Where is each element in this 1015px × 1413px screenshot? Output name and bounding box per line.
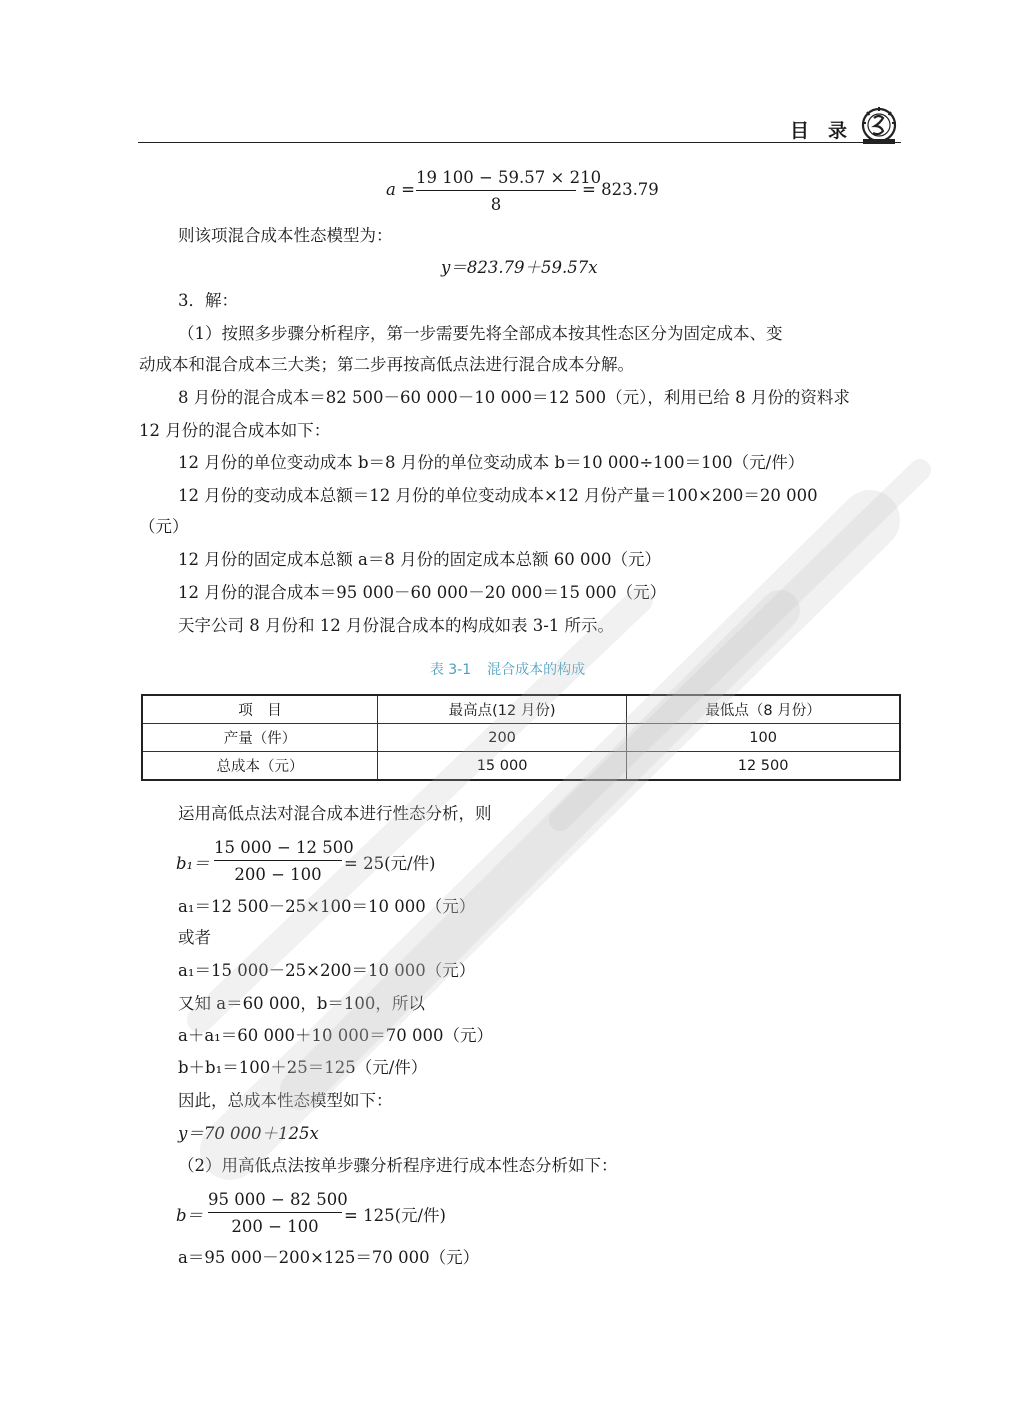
formula-b1-numerator: 15 000 − 12 500	[214, 838, 354, 857]
formula-b1	[176, 838, 476, 888]
header-char-1: 目	[790, 120, 811, 142]
section-heading: 3．解：	[178, 291, 238, 310]
paragraph-line: 天宇公司 8 月份和 12 月份混合成本的构成如表 3-1 所示。	[178, 616, 615, 635]
paragraph-line: a＝95 000－200×125＝70 000（元）	[178, 1248, 480, 1267]
fraction-bar	[416, 190, 576, 191]
table-cell: 12 500	[627, 752, 900, 781]
paragraph-line: a₁＝15 000－25×200＝10 000（元）	[178, 961, 476, 980]
table-cell: 100	[627, 724, 900, 752]
paragraph-line: 12 月份的混合成本如下：	[139, 421, 331, 440]
paragraph-line: 则该项混合成本性态模型为：	[178, 226, 393, 245]
formula-b-rhs: = 125(元/件)	[344, 1206, 446, 1225]
paragraph-line: 12 月份的混合成本＝95 000－60 000－20 000＝15 000（元）	[178, 583, 667, 602]
table-cell: 15 000	[377, 752, 626, 781]
paragraph-line: a＋a₁＝60 000＋10 000＝70 000（元）	[178, 1026, 493, 1045]
model-equation: y＝70 000＋125x	[178, 1124, 319, 1143]
table-header-cell: 项 目	[142, 695, 377, 724]
paragraph-line: （2）用高低点法按单步骤分析程序进行成本性态分析如下：	[178, 1156, 618, 1175]
formula-b-numerator: 95 000 − 82 500	[208, 1190, 348, 1209]
fraction-bar	[208, 1212, 342, 1213]
table-row	[142, 752, 900, 781]
formula-a-denominator: 8	[490, 195, 502, 214]
paragraph-line: （元）	[139, 517, 189, 536]
paragraph-line: （1）按照多步骤分析程序，第一步需要先将全部成本按其性态区分为固定成本、变	[178, 324, 783, 343]
paragraph-line: 又知 a＝60 000，b＝100，所以	[178, 994, 425, 1013]
paragraph-line: 12 月份的固定成本总额 a＝8 月份的固定成本总额 60 000（元）	[178, 550, 662, 569]
table-header-row	[142, 695, 900, 724]
paragraph-line: 12 月份的单位变动成本 b＝8 月份的单位变动成本 b＝10 000÷100＝100（元/件）	[178, 453, 805, 472]
table-cell: 200	[377, 724, 626, 752]
formula-b	[176, 1190, 476, 1240]
table-cell: 产量（件）	[142, 724, 377, 752]
header-rule	[138, 142, 901, 143]
paragraph-line: 12 月份的变动成本总额＝12 月份的单位变动成本×12 月份产量＝100×200＝20 000	[178, 486, 818, 505]
formula-a	[386, 168, 676, 218]
table-header-cell: 最高点(12 月份)	[377, 695, 626, 724]
paragraph-line: b＋b₁＝100＋25＝125（元/件）	[178, 1058, 428, 1077]
formula-a-lhs: a =	[386, 180, 415, 199]
table-row	[142, 724, 900, 752]
page-header-title	[790, 116, 848, 143]
data-table	[141, 694, 901, 781]
paragraph-line: 因此，总成本性态模型如下：	[178, 1091, 393, 1110]
paragraph-line: 动成本和混合成本三大类；第二步再按高低点法进行混合成本分解。	[139, 355, 634, 374]
model-equation: y＝823.79＋59.57x	[441, 258, 598, 277]
formula-b1-denominator: 200 − 100	[234, 865, 322, 884]
table-caption-title: 混合成本的构成	[487, 662, 586, 678]
paragraph-line: a₁＝12 500－25×100＝10 000（元）	[178, 897, 476, 916]
paragraph-line: 或者	[178, 928, 211, 947]
table-caption	[0, 659, 1015, 679]
publisher-logo-icon	[858, 106, 900, 146]
table-header-cell: 最低点（8 月份）	[627, 695, 900, 724]
formula-b-lhs: b＝	[176, 1206, 204, 1225]
table-caption-number: 表 3-1	[429, 662, 472, 678]
fraction-bar	[214, 860, 342, 861]
table-cell: 总成本（元）	[142, 752, 377, 781]
formula-a-rhs: = 823.79	[582, 180, 659, 199]
formula-b-denominator: 200 − 100	[231, 1217, 319, 1236]
paragraph-line: 运用高低点法对混合成本进行性态分析，则	[178, 804, 492, 823]
header-char-2: 录	[828, 120, 849, 142]
formula-b1-lhs: b₁＝	[176, 854, 210, 873]
paragraph-line: 8 月份的混合成本＝82 500－60 000－10 000＝12 500（元），利用已给 8 月份的资料求	[178, 388, 850, 407]
formula-a-numerator: 19 100 − 59.57 × 210	[416, 168, 602, 187]
formula-b1-rhs: = 25(元/件)	[344, 854, 436, 873]
